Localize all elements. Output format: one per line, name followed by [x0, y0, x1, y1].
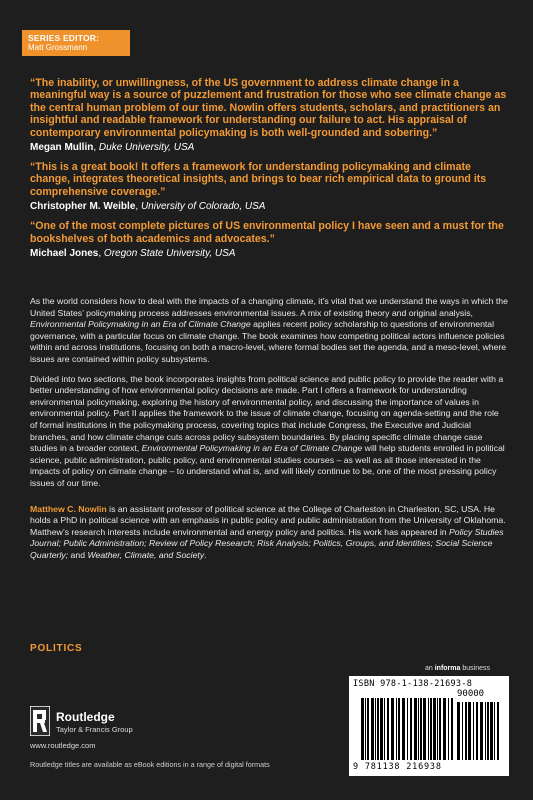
- barcode-bar: [396, 698, 397, 760]
- quote-text: “This is a great book! It offers a framework for understanding policymaking and climate change, integrates theoretical insights, and brings to bear rich empirical data to ground its comprehensive coverage.”: [30, 161, 487, 198]
- publisher-url: www.routledge.com: [30, 741, 96, 750]
- quote-attribution: Christopher M. Weible, University of Colorado, USA: [30, 201, 266, 213]
- endorser-affiliation: Oregon State University, USA: [103, 248, 236, 260]
- endorsements: [30, 77, 508, 267]
- barcode-bar: [410, 698, 412, 760]
- endorser-name: Christopher M. Weible: [30, 201, 136, 213]
- barcode-bar: [384, 698, 385, 760]
- journal-list: Policy Studies Journal; Public Administration; Review of Policy Research; Risk Analysis; Politics, Groups, and Identities; Social Science Quarterly;: [30, 526, 504, 560]
- barcode-bar: [476, 702, 478, 760]
- text-run: applies recent policy scholarship to questions of environmental governance, with a particular focus on climate change. The book examines how competing political actors influence policies within and across institutions, focusing on both a macro-level, where formal bodies set the agenda, and a meso-level, where issues are contained within policy subsystems.: [30, 319, 507, 364]
- endorser-affiliation: University of Colorado, USA: [140, 201, 266, 213]
- ean-number: 9 781138 216938: [353, 762, 442, 772]
- barcode-bar: [439, 698, 441, 760]
- barcode-bar: [451, 698, 453, 760]
- barcode-bar: [402, 698, 405, 760]
- barcode-bar: [407, 698, 408, 760]
- routledge-logo-icon: [30, 706, 50, 736]
- author-bio: [30, 504, 508, 562]
- barcode-bar: [361, 698, 364, 760]
- series-editor-box: [22, 30, 130, 56]
- barcode-bar: [497, 702, 499, 760]
- text-run: and: [68, 549, 88, 560]
- series-editor-label: SERIES EDITOR:: [28, 33, 100, 43]
- quote-text: “One of the most complete pictures of US environmental policy I have seen and a must for the bookshelves of both academics and advocates.”: [30, 220, 504, 245]
- barcode-bar: [490, 702, 493, 760]
- barcode-bar: [428, 698, 429, 760]
- barcode-bar: [420, 698, 422, 760]
- barcode-bar: [465, 702, 467, 760]
- barcode-bar: [457, 702, 460, 760]
- endorser-name: Megan Mullin: [30, 142, 94, 154]
- barcode-bar: [414, 698, 417, 760]
- barcode-bar: [367, 698, 369, 760]
- barcode-bar: [468, 702, 471, 760]
- description-paragraph: [30, 296, 508, 366]
- endorser-affiliation: Duke University, USA: [98, 142, 195, 154]
- barcode-bar: [473, 702, 474, 760]
- publisher-logo: [30, 704, 150, 744]
- endorser-name: Michael Jones: [30, 248, 99, 260]
- barcode-bar: [423, 698, 426, 760]
- text-run: Divided into two sections, the book incorporates insights from political science and public policy to provide the reader with a better understanding of how environmental policy decisions are made. Part I offers a framework for understanding environmental policymaking, exploring the history of environmental policy, and discussing the importance of values in environmental policy. Part II applies the framework to the issue of climate change, focusing on agenda-setting and the role of formal institutions in the policymaking process, covering topics that include Congress, the Executive and Judicial branches, and how climate change cuts across policy subsystem boundaries. By placing specific climate change case studies in a broader context,: [30, 373, 504, 454]
- series-editor-name: Matt Grossmann: [28, 43, 88, 52]
- quote-attribution: Michael Jones, Oregon State University, USA: [30, 248, 236, 260]
- barcode-bar: [391, 698, 394, 760]
- publisher-name: Routledge: [56, 710, 115, 724]
- book-title: Environmental Policymaking in an Era of Climate Change: [30, 319, 251, 330]
- text-run: .: [204, 549, 207, 560]
- endorsement: [30, 77, 508, 154]
- journal-name: Weather, Climate, and Society: [87, 549, 205, 560]
- barcode-bar: [448, 698, 449, 760]
- barcode-bar: [377, 698, 379, 760]
- isbn-label: ISBN 978-1-138-21693-8: [353, 679, 473, 689]
- text-run: an: [425, 665, 435, 672]
- barcode-bar: [375, 698, 376, 760]
- barcode-bar: [418, 698, 419, 760]
- barcode-bar: [487, 702, 489, 760]
- barcode-bar: [398, 698, 400, 760]
- text-run: As the world considers how to deal with the impacts of a changing climate, it’s vital that we understand the ways in which the United States’ policymaking process addresses environmental issues. A mix of existing theory and original analysis,: [30, 296, 508, 318]
- publisher-group: Taylor & Francis Group: [56, 725, 133, 734]
- barcode-bars: [349, 676, 509, 776]
- barcode-bar: [380, 698, 383, 760]
- book-description: [30, 296, 508, 569]
- subject-category: POLITICS: [30, 643, 83, 654]
- quote-text: “The inability, or unwillingness, of the US government to address climate change in a meaningful way is a source of puzzlement and frustration for those who see climate change as the central human problem of our time. Nowlin offers students, scholars, and practitioners an insightful and readable framework for understanding our failure to act. His appraisal of contemporary environmental policymaking is both well-grounded and sobering.”: [30, 77, 507, 139]
- barcode-bar: [387, 698, 389, 760]
- barcode-bar: [430, 698, 432, 760]
- barcode-bar: [365, 698, 366, 760]
- barcode-bar: [371, 698, 374, 760]
- ebook-note: Routledge titles are available as eBook editions in a range of digital formats: [30, 760, 270, 769]
- barcode: [349, 676, 509, 776]
- endorsement: [30, 161, 508, 213]
- barcode-bar: [433, 698, 436, 760]
- text-run: business: [460, 665, 490, 672]
- barcode-bar: [480, 702, 483, 760]
- text-run: will help students enrolled in political science, public administration, public policy, and environmental studies courses – as well as all those interested in the impacts of policy on climate change – to understand what is, and will likely continue to be, one of the most pressing policy issues of our time.: [30, 443, 505, 488]
- endorsement: [30, 220, 508, 260]
- barcode-bar: [494, 702, 495, 760]
- book-title: Environmental Policymaking in an Era of Climate Change: [141, 443, 363, 454]
- price-code: 90000: [457, 689, 485, 699]
- barcode-bar: [462, 702, 463, 760]
- quote-attribution: Megan Mullin, Duke University, USA: [30, 142, 195, 154]
- informa-business: [425, 665, 490, 672]
- description-paragraph: [30, 374, 508, 490]
- barcode-bar: [485, 702, 486, 760]
- barcode-bar: [443, 698, 446, 760]
- barcode-bar: [437, 698, 438, 760]
- text-run: is an assistant professor of political science at the College of Charleston in Charleston, SC, USA. He holds a PhD in political science with an emphasis in public policy and public administration from the University of Oklahoma. Matthew’s research interests include environmental and energy policy and politics. His work has appeared in: [30, 503, 506, 537]
- author-name: Matthew C. Nowlin: [30, 503, 107, 514]
- informa-brand: informa: [434, 665, 461, 672]
